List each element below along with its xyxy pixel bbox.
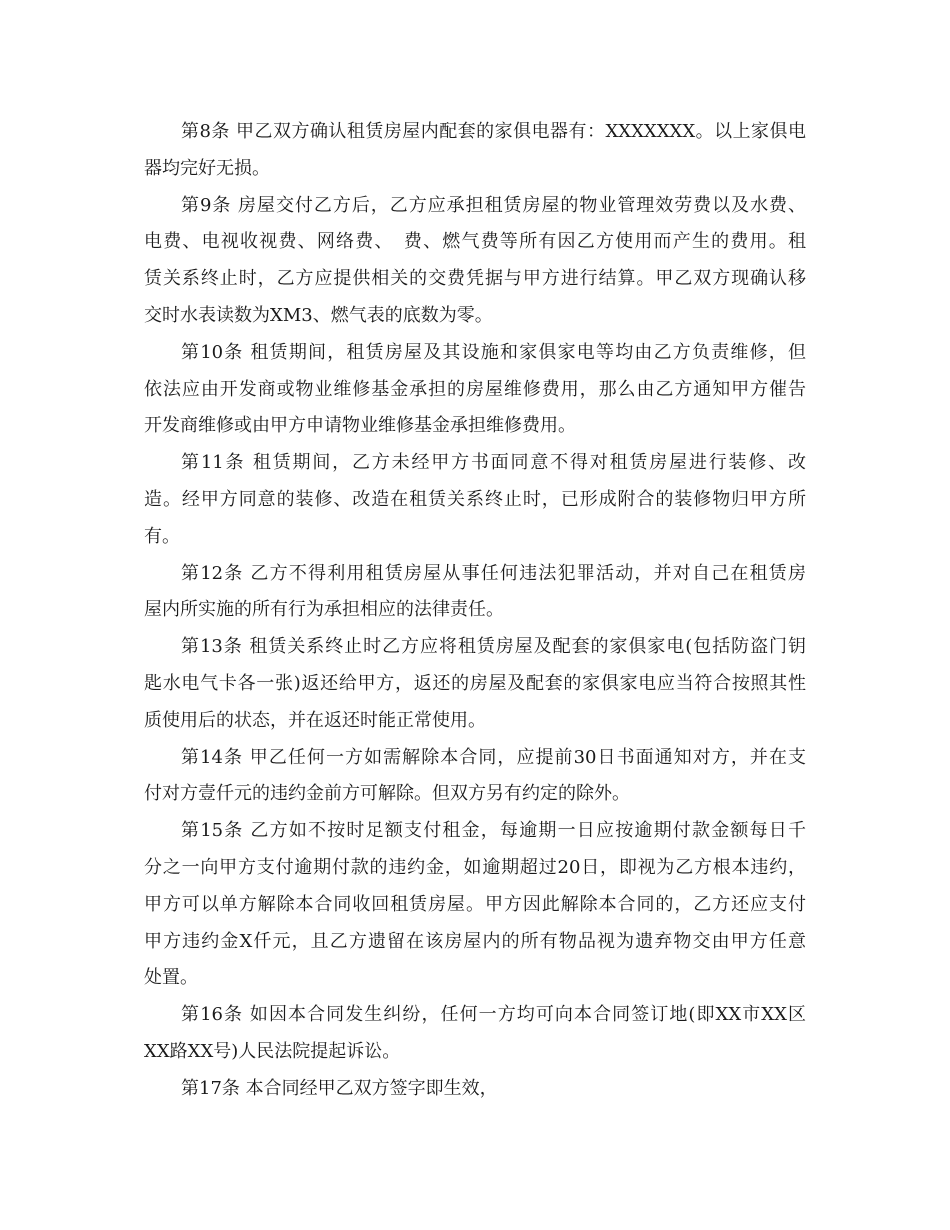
paragraph-line: 第9条 房屋交付乙方后，乙方应承担租赁房屋的物业管理效劳费以及水费、 xyxy=(181,194,806,216)
paragraph-line: 第15条 乙方如不按时足额支付租金，每逾期一日应按逾期付款金额每日千 xyxy=(181,820,806,842)
paragraph-line: 处置。 xyxy=(144,967,198,989)
paragraph-line: 器均完好无损。 xyxy=(144,157,270,179)
article-paragraph xyxy=(144,740,806,814)
paragraph-line: 有。 xyxy=(144,525,180,547)
article-paragraph xyxy=(144,188,806,335)
paragraph-line: 甲方违约金X仟元，且乙方遗留在该房屋内的所有物品视为遗弃物交由甲方任意 xyxy=(144,930,806,952)
paragraph-line: 第8条 甲乙双方确认租赁房屋内配套的家俱电器有：XXXXXXX。以上家俱电 xyxy=(181,121,806,142)
article-paragraph xyxy=(144,813,806,997)
article-paragraph xyxy=(144,114,806,188)
paragraph-line: 第16条 如因本合同发生纠纷，任何一方均可向本合同签订地(即XX市XX区 xyxy=(181,1004,806,1026)
article-paragraph xyxy=(144,335,806,445)
document-page xyxy=(144,114,806,1108)
paragraph-line: 赁关系终止时，乙方应提供相关的交费凭据与甲方进行结算。甲乙双方现确认移 xyxy=(144,268,806,290)
paragraph-line: 第17条 本合同经甲乙双方签字即生效， xyxy=(181,1077,498,1099)
article-paragraph xyxy=(144,1071,806,1108)
article-paragraph xyxy=(144,629,806,739)
paragraph-line: 依法应由开发商或物业维修基金承担的房屋维修费用，那么由乙方通知甲方催告 xyxy=(144,378,806,400)
paragraph-line: 质使用后的状态，并在返还时能正常使用。 xyxy=(144,709,486,731)
paragraph-line: 甲方可以单方解除本合同收回租赁房屋。甲方因此解除本合同的，乙方还应支付 xyxy=(144,893,806,915)
article-paragraph xyxy=(144,445,806,555)
paragraph-line: 第14条 甲乙任何一方如需解除本合同，应提前30日书面通知对方，并在支 xyxy=(181,746,806,768)
paragraph-line: 电费、电视收视费、网络费、 费、燃气费等所有因乙方使用而产生的费用。租 xyxy=(144,231,806,253)
article-paragraph xyxy=(144,997,806,1071)
paragraph-line: 第12条 乙方不得利用租赁房屋从事任何违法犯罪活动，并对自己在租赁房 xyxy=(181,562,806,584)
article-paragraph xyxy=(144,556,806,630)
paragraph-line: 开发商维修或由甲方申请物业维修基金承担维修费用。 xyxy=(144,415,576,437)
paragraph-line: 第11条 租赁期间，乙方未经甲方书面同意不得对租赁房屋进行装修、改 xyxy=(181,452,806,474)
paragraph-line: 造。经甲方同意的装修、改造在租赁关系终止时，已形成附合的装修物归甲方所 xyxy=(144,488,806,510)
paragraph-line: 交时水表读数为XM3、燃气表的底数为零。 xyxy=(144,304,493,326)
paragraph-line: 第10条 租赁期间，租赁房屋及其设施和家俱家电等均由乙方负责维修，但 xyxy=(181,341,806,363)
paragraph-line: XX路XX号)人民法院提起诉讼。 xyxy=(144,1040,401,1062)
paragraph-line: 第13条 租赁关系终止时乙方应将租赁房屋及配套的家俱家电(包括防盗门钥 xyxy=(181,636,806,658)
paragraph-line: 匙水电气卡各一张)返还给甲方，返还的房屋及配套的家俱家电应当符合按照其性 xyxy=(144,672,806,694)
paragraph-line: 分之一向甲方支付逾期付款的违约金，如逾期超过20日，即视为乙方根本违约， xyxy=(144,856,806,878)
paragraph-line: 屋内所实施的所有行为承担相应的法律责任。 xyxy=(144,599,504,621)
paragraph-line: 付对方壹仟元的违约金前方可解除。但双方另有约定的除外。 xyxy=(144,783,630,805)
